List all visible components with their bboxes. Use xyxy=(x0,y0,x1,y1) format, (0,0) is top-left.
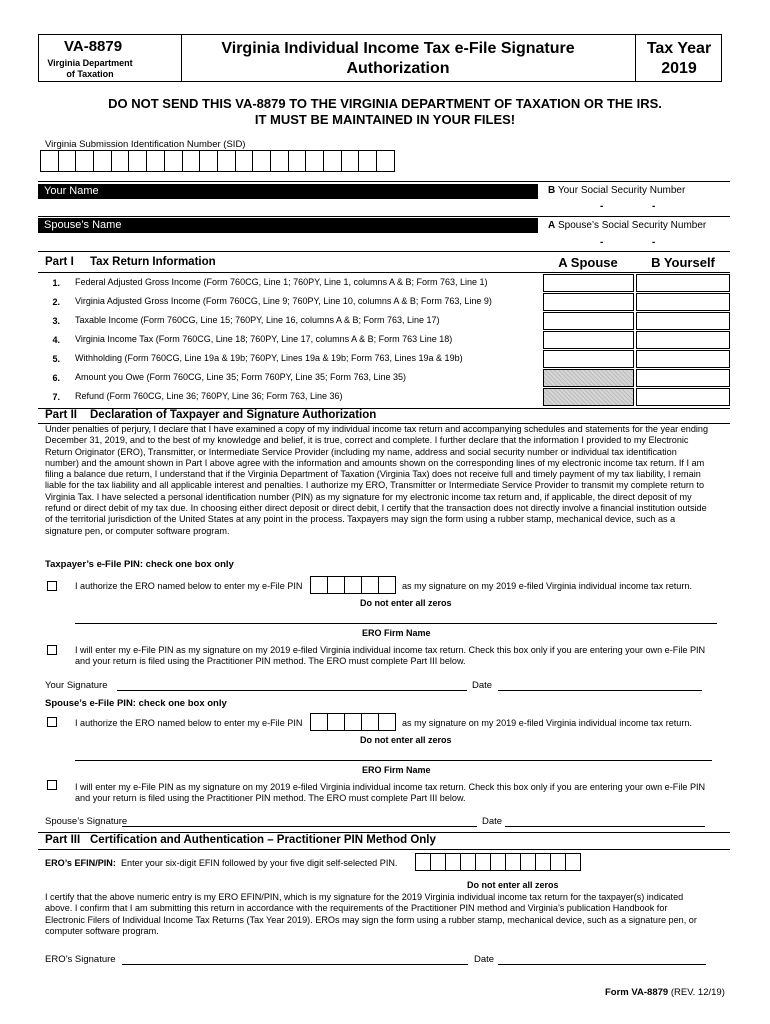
part1-rows xyxy=(38,273,730,409)
spouse-signature-line[interactable] xyxy=(122,826,477,827)
your-name-field[interactable] xyxy=(38,199,538,217)
spouse-name-field[interactable] xyxy=(38,233,538,251)
declaration-text xyxy=(45,424,735,537)
ero-firm-name-line[interactable] xyxy=(75,760,712,761)
dept-name xyxy=(40,58,140,80)
certification-line: I certify that the above numeric entry is my ERO EFIN/PIN, which is my signature for the 2019 Virginia individual income tax return for the taxpayer(s) indicated xyxy=(45,892,684,902)
line5-spouse-input[interactable] xyxy=(543,350,634,368)
your-ssn-field[interactable] xyxy=(548,201,728,215)
ssn-dash: - xyxy=(652,237,656,248)
declaration-line: of the territorial jurisdiction of the United States at any point in the process. Taxpayers may sign the form using a rubber stamp, mechanical device, such as a xyxy=(45,514,676,525)
self-enter-line: and your return is filed using the Practitioner PIN method. The ERO must complete Part III below. xyxy=(75,793,466,804)
do-not-enter-zeros: Do not enter all zeros xyxy=(360,598,452,608)
your-date-line[interactable] xyxy=(498,690,702,691)
your-signature-label: Your Signature xyxy=(45,680,108,691)
row-number: 2. xyxy=(52,297,60,307)
self-enter-text xyxy=(75,782,705,805)
declaration-line: refund or direct debit of my tax due. In choosing either direct deposit or direct debit, I certify that the transaction does not directly involve a financial institution outside xyxy=(45,503,707,514)
spouse-self-enter-checkbox[interactable] xyxy=(47,780,57,790)
spouse-ssn-text: Spouse’s Social Security Number xyxy=(558,220,707,231)
row-number: 1. xyxy=(52,278,60,288)
taxpayer-pin-input[interactable] xyxy=(310,576,395,594)
self-enter-line: I will enter my e-File PIN as my signature on my 2019 e-filed Virginia individual income tax return. Check this box only if you are entering your own e-File PIN xyxy=(75,645,706,655)
warning-notice xyxy=(30,96,740,128)
row-label: Federal Adjusted Gross Income (Form 760CG, Line 1; 760PY, Line 1, columns A & B; Form 763, Line 1) xyxy=(75,277,488,287)
declaration-line: filing a balance due return, I understand that if the Virginia Department of Taxation (Virginia Tax) does not receive full and timely payment of my tax liability, I remain xyxy=(45,469,701,480)
efin-instructions xyxy=(45,858,397,868)
row-number: 6. xyxy=(52,373,60,383)
line6-yourself-input[interactable] xyxy=(636,369,730,387)
col-a-letter: A xyxy=(548,220,556,231)
spouse-ssn-label xyxy=(548,220,706,231)
tax-year-value: 2019 xyxy=(661,60,697,77)
line4-yourself-input[interactable] xyxy=(636,331,730,349)
row-label: Virginia Adjusted Gross Income (Form 760CG, Line 9; 760PY, Line 10, columns A & B; Form 763, Line 9) xyxy=(75,296,492,306)
warning-line-1: DO NOT SEND THIS VA-8879 TO THE VIRGINIA DEPARTMENT OF TAXATION OR THE IRS. xyxy=(108,96,662,111)
col-b-letter: B xyxy=(548,185,556,196)
divider xyxy=(38,251,730,252)
sid-input[interactable] xyxy=(40,150,394,172)
divider xyxy=(38,849,730,850)
part3-label: Part III xyxy=(45,834,81,846)
ero-efin-pin-input[interactable] xyxy=(415,853,580,871)
part2-title: Declaration of Taxpayer and Signature Authorization xyxy=(90,409,377,421)
certification-line: Electronic Filers of Individual Income Tax Returns (Tax Year 2019). EROs may sign the form using a rubber stamp, mechanical device, such as a signature pen, or xyxy=(45,914,697,925)
line1-spouse-input[interactable] xyxy=(543,274,634,292)
certification-line: computer software program. xyxy=(45,925,159,936)
divider xyxy=(38,181,730,182)
declaration-line: Return Originator (ERO), Transmitter, or Intermediate Service Provider (including my name, address and social security number or individual tax identification xyxy=(45,446,677,457)
your-date-label: Date xyxy=(472,680,493,691)
row-label: Taxable Income (Form 760CG, Line 15; 760PY, Line 16, columns A & B; Form 763, Line 17) xyxy=(75,315,440,325)
authorize-text-end: as my signature on my 2019 e-filed Virginia individual income tax return. xyxy=(402,581,692,591)
form-id: VA-8879 xyxy=(64,38,123,55)
line1-yourself-input[interactable] xyxy=(636,274,730,292)
sid-label: Virginia Submission Identification Number (SID) xyxy=(45,139,246,150)
declaration-line: signature pen, or computer software program. xyxy=(45,525,230,536)
row-number: 4. xyxy=(52,335,60,345)
line7-yourself-input[interactable] xyxy=(636,388,730,406)
tax-year xyxy=(636,39,722,79)
col-a-spouse-header: A Spouse xyxy=(558,255,618,270)
certification-text xyxy=(45,892,735,937)
declaration-line: number) and the amount shown in Part I above agree with the information and amounts shown on the corresponding lines of my electronic income tax return. If I am xyxy=(45,457,705,468)
col-b-yourself-header: B Yourself xyxy=(651,255,715,270)
declaration-line: Under penalties of perjury, I declare that I have examined a copy of my individual income tax return and accompanying schedules and statements for the year ending xyxy=(45,424,709,434)
efin-label: ERO’s EFIN/PIN: xyxy=(45,858,116,868)
authorize-text: I authorize the ERO named below to enter my e-File PIN xyxy=(75,581,303,591)
row-label: Amount you Owe (Form 760CG, Line 35; Form 760PY, Line 35; Form 763, Line 35) xyxy=(75,372,407,382)
ssn-dash: - xyxy=(600,201,604,212)
efin-text: Enter your six-digit EFIN followed by your five digit self-selected PIN. xyxy=(120,858,398,868)
your-ssn-text: Your Social Security Number xyxy=(557,185,686,196)
row-label: Withholding (Form 760CG, Line 19a & 19b; 760PY, Lines 19a & 19b; Form 763, Lines 19a & 19b) xyxy=(75,353,463,363)
ero-firm-name-line[interactable] xyxy=(75,623,717,624)
declaration-line: December 31, 2019, and to the best of my knowledge and belief, it is true, correct and complete. I further declare that the information I provided to my Electronic xyxy=(45,435,689,446)
declaration-line: liable for the tax liability and all applicable interest and penalties. I authorize my ERO, Transmitter or Intermediate Service Provider to transmit my complete return to xyxy=(45,480,705,491)
title-line-2: Authorization xyxy=(346,60,450,77)
ssn-dash: - xyxy=(600,237,604,248)
line3-spouse-input[interactable] xyxy=(543,312,634,330)
ero-firm-name-label: ERO Firm Name xyxy=(362,628,431,638)
spouse-authorize-ero-checkbox[interactable] xyxy=(47,717,57,727)
spouse-ssn-field[interactable] xyxy=(548,236,728,250)
line2-yourself-input[interactable] xyxy=(636,293,730,311)
warning-line-2: IT MUST BE MAINTAINED IN YOUR FILES! xyxy=(254,112,516,127)
declaration-line: Virginia Tax. I have selected a personal identification number (PIN) as my signature for my electronic income tax return and, if applicable, the direct deposit of my xyxy=(45,491,692,502)
ssn-dash: - xyxy=(652,201,656,212)
divider xyxy=(38,832,730,833)
line4-spouse-input[interactable] xyxy=(543,331,634,349)
spouse-pin-heading: Spouse’s e-File PIN: check one box only xyxy=(45,698,227,709)
certification-line: above. I confirm that I am submitting this return in accordance with the requirements of the Practitioner PIN method and Virginia’s publication Handbook for xyxy=(45,903,668,914)
title-line-1: Virginia Individual Income Tax e-File Signature xyxy=(221,40,575,57)
divider xyxy=(38,216,730,217)
do-not-enter-zeros: Do not enter all zeros xyxy=(360,735,452,745)
spouse-pin-input[interactable] xyxy=(310,713,395,731)
part1-title: Tax Return Information xyxy=(90,256,216,268)
line3-yourself-input[interactable] xyxy=(636,312,730,330)
ero-date-label: Date xyxy=(474,954,495,965)
your-signature-line[interactable] xyxy=(117,690,467,691)
ero-date-line[interactable] xyxy=(498,964,706,965)
self-enter-line: I will enter my e-File PIN as my signature on my 2019 e-filed Virginia individual income tax return. Check this box only if you are entering your own e-File PIN xyxy=(75,782,706,792)
self-enter-text xyxy=(75,645,705,668)
footer-form-id: Form VA-8879 xyxy=(605,987,669,998)
row-label: Refund (Form 760CG, Line 36; 760PY, Line 36; Form 763, Line 36) xyxy=(75,391,343,401)
line6-spouse-shaded xyxy=(543,369,634,387)
taxpayer-authorize-ero-checkbox[interactable] xyxy=(47,581,57,591)
spouse-name-bar: Spouse’s Name xyxy=(38,218,538,233)
part3-title: Certification and Authentication – Practitioner PIN Method Only xyxy=(90,834,436,846)
part2-label: Part II xyxy=(45,409,77,421)
form-footer xyxy=(605,987,725,998)
self-enter-line: and your return is filed using the Practitioner PIN method. The ERO must complete Part III below. xyxy=(75,656,466,667)
spouse-date-label: Date xyxy=(482,816,503,827)
taxpayer-self-enter-checkbox[interactable] xyxy=(47,645,57,655)
line2-spouse-input[interactable] xyxy=(543,293,634,311)
authorize-text: I authorize the ERO named below to enter my e-File PIN xyxy=(75,718,303,728)
ero-firm-name-label: ERO Firm Name xyxy=(362,765,431,775)
dept-line-1: Virginia Department xyxy=(47,58,133,68)
your-name-bar: Your Name xyxy=(38,184,538,199)
authorize-text-end: as my signature on my 2019 e-filed Virginia individual income tax return. xyxy=(402,718,692,728)
your-ssn-label xyxy=(548,185,685,196)
do-not-enter-zeros: Do not enter all zeros xyxy=(467,880,559,890)
ero-signature-line[interactable] xyxy=(122,964,468,965)
form-title xyxy=(182,39,614,79)
line7-spouse-shaded xyxy=(543,388,634,406)
tax-year-label: Tax Year xyxy=(646,40,712,57)
part1-label: Part I xyxy=(45,256,74,268)
row-number: 5. xyxy=(52,354,60,364)
spouse-signature-label: Spouse’s Signature xyxy=(45,816,128,827)
row-label: Virginia Income Tax (Form 760CG, Line 18; 760PY, Line 17, columns A & B; Form 763 Line 18) xyxy=(75,334,453,344)
row-number: 7. xyxy=(52,392,60,402)
dept-line-2: of Taxation xyxy=(66,69,114,79)
line5-yourself-input[interactable] xyxy=(636,350,730,368)
spouse-date-line[interactable] xyxy=(505,826,705,827)
taxpayer-pin-heading: Taxpayer’s e-File PIN: check one box only xyxy=(45,559,234,570)
row-number: 3. xyxy=(52,316,60,326)
footer-revision: (REV. 12/19) xyxy=(670,987,725,998)
ero-signature-label: ERO’s Signature xyxy=(45,954,116,965)
